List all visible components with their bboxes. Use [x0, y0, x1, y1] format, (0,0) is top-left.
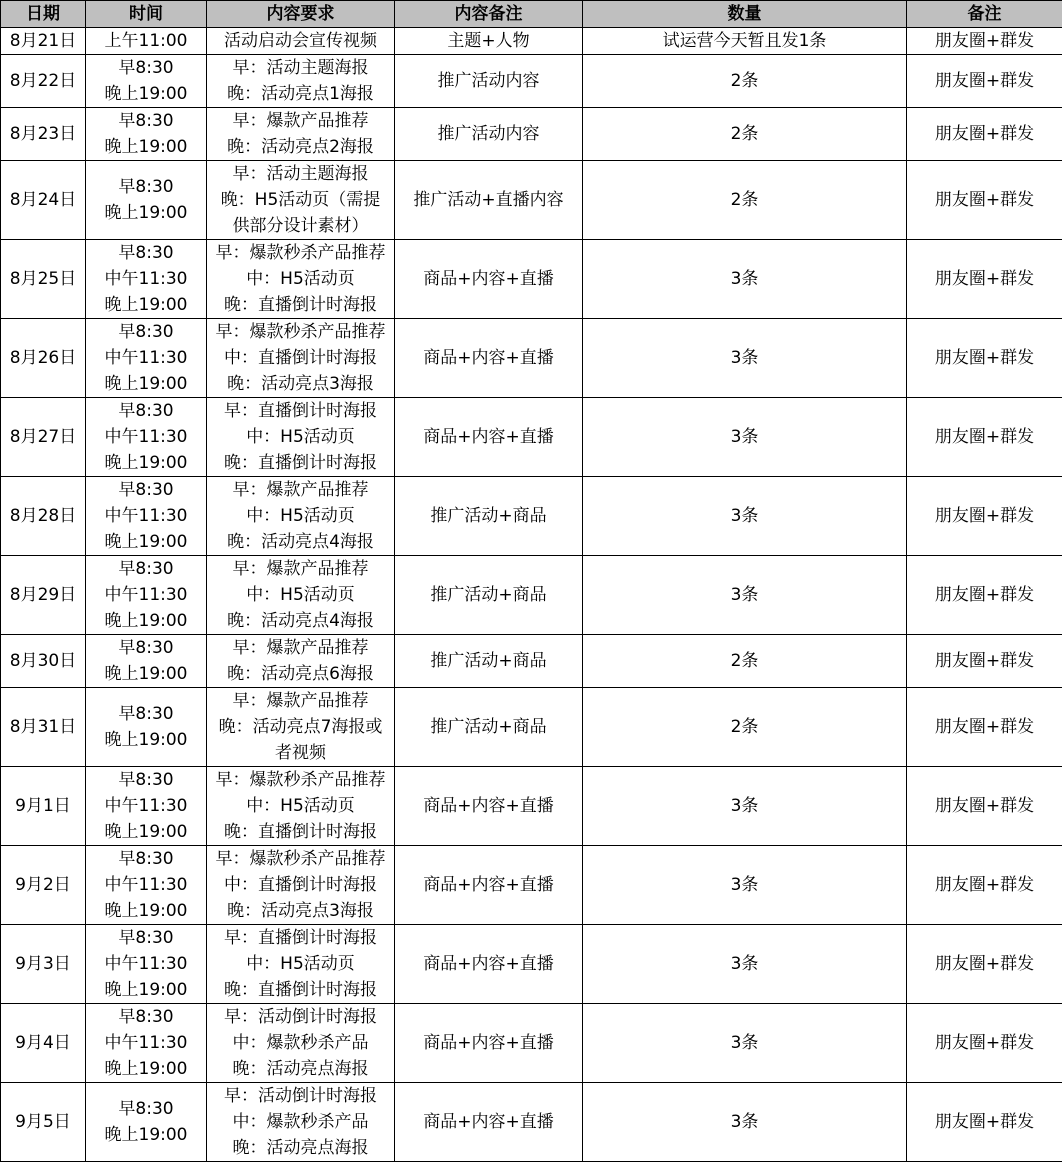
table-header [1, 1, 1062, 28]
content-note-cell: 商品+内容+直播 [395, 398, 583, 477]
content-requirement-cell: 早：爆款产品推荐 晚：活动亮点2海报 [207, 108, 395, 161]
time-cell: 早8:30 晚上19:00 [86, 1083, 207, 1162]
remark-cell: 朋友圈+群发 [907, 635, 1062, 688]
date-cell: 8月28日 [1, 477, 86, 556]
content-requirement-cell: 早：爆款秒杀产品推荐 中：直播倒计时海报 晚：活动亮点3海报 [207, 319, 395, 398]
table-row [1, 688, 1062, 767]
date-cell: 9月3日 [1, 925, 86, 1004]
date-cell: 9月4日 [1, 1004, 86, 1083]
table-row [1, 1004, 1062, 1083]
content-requirement-cell: 早：直播倒计时海报 中：H5活动页 晚：直播倒计时海报 [207, 398, 395, 477]
date-cell: 8月27日 [1, 398, 86, 477]
time-cell: 早8:30 中午11:30 晚上19:00 [86, 556, 207, 635]
content-note-cell: 商品+内容+直播 [395, 767, 583, 846]
date-cell: 8月29日 [1, 556, 86, 635]
content-note-cell: 商品+内容+直播 [395, 240, 583, 319]
remark-cell: 朋友圈+群发 [907, 925, 1062, 1004]
time-cell: 早8:30 中午11:30 晚上19:00 [86, 477, 207, 556]
content-note-cell: 主题+人物 [395, 28, 583, 55]
content-note-cell: 推广活动内容 [395, 55, 583, 108]
time-cell: 早8:30 晚上19:00 [86, 688, 207, 767]
time-cell: 早8:30 中午11:30 晚上19:00 [86, 1004, 207, 1083]
content-requirement-cell: 早：活动主题海报 晚：H5活动页（需提 供部分设计素材） [207, 161, 395, 240]
table-body [1, 28, 1062, 1162]
header-date: 日期 [1, 1, 86, 28]
remark-cell: 朋友圈+群发 [907, 108, 1062, 161]
content-requirement-cell: 早：活动倒计时海报 中：爆款秒杀产品 晚：活动亮点海报 [207, 1083, 395, 1162]
content-requirement-cell: 早：直播倒计时海报 中：H5活动页 晚：直播倒计时海报 [207, 925, 395, 1004]
table-row [1, 846, 1062, 925]
table-row [1, 161, 1062, 240]
table-row [1, 477, 1062, 556]
quantity-cell: 2条 [583, 688, 907, 767]
content-note-cell: 推广活动内容 [395, 108, 583, 161]
time-cell: 早8:30 中午11:30 晚上19:00 [86, 240, 207, 319]
time-cell: 早8:30 晚上19:00 [86, 55, 207, 108]
time-cell: 上午11:00 [86, 28, 207, 55]
remark-cell: 朋友圈+群发 [907, 477, 1062, 556]
date-cell: 8月23日 [1, 108, 86, 161]
remark-cell: 朋友圈+群发 [907, 846, 1062, 925]
header-content-requirement: 内容要求 [207, 1, 395, 28]
time-cell: 早8:30 中午11:30 晚上19:00 [86, 767, 207, 846]
time-cell: 早8:30 晚上19:00 [86, 161, 207, 240]
content-requirement-cell: 早：爆款产品推荐 晚：活动亮点7海报或 者视频 [207, 688, 395, 767]
time-cell: 早8:30 中午11:30 晚上19:00 [86, 846, 207, 925]
quantity-cell: 3条 [583, 1083, 907, 1162]
content-note-cell: 推广活动+直播内容 [395, 161, 583, 240]
content-requirement-cell: 早：爆款秒杀产品推荐 中：H5活动页 晚：直播倒计时海报 [207, 767, 395, 846]
remark-cell: 朋友圈+群发 [907, 28, 1062, 55]
time-cell: 早8:30 中午11:30 晚上19:00 [86, 319, 207, 398]
quantity-cell: 2条 [583, 108, 907, 161]
table-row [1, 635, 1062, 688]
header-content-note: 内容备注 [395, 1, 583, 28]
content-requirement-cell: 早：爆款产品推荐 晚：活动亮点6海报 [207, 635, 395, 688]
table-row [1, 925, 1062, 1004]
date-cell: 9月5日 [1, 1083, 86, 1162]
content-requirement-cell: 早：爆款秒杀产品推荐 中：直播倒计时海报 晚：活动亮点3海报 [207, 846, 395, 925]
table-row [1, 398, 1062, 477]
date-cell: 8月24日 [1, 161, 86, 240]
quantity-cell: 3条 [583, 925, 907, 1004]
content-note-cell: 推广活动+商品 [395, 635, 583, 688]
date-cell: 9月2日 [1, 846, 86, 925]
remark-cell: 朋友圈+群发 [907, 240, 1062, 319]
time-cell: 早8:30 晚上19:00 [86, 108, 207, 161]
date-cell: 8月25日 [1, 240, 86, 319]
content-note-cell: 推广活动+商品 [395, 477, 583, 556]
content-note-cell: 推广活动+商品 [395, 688, 583, 767]
quantity-cell: 3条 [583, 556, 907, 635]
date-cell: 9月1日 [1, 767, 86, 846]
time-cell: 早8:30 晚上19:00 [86, 635, 207, 688]
remark-cell: 朋友圈+群发 [907, 556, 1062, 635]
table-row [1, 55, 1062, 108]
date-cell: 8月30日 [1, 635, 86, 688]
content-note-cell: 商品+内容+直播 [395, 319, 583, 398]
remark-cell: 朋友圈+群发 [907, 688, 1062, 767]
quantity-cell: 3条 [583, 477, 907, 556]
table-row [1, 319, 1062, 398]
content-requirement-cell: 早：活动主题海报 晚：活动亮点1海报 [207, 55, 395, 108]
header-time: 时间 [86, 1, 207, 28]
table-row [1, 556, 1062, 635]
content-note-cell: 商品+内容+直播 [395, 1083, 583, 1162]
quantity-cell: 3条 [583, 846, 907, 925]
date-cell: 8月22日 [1, 55, 86, 108]
remark-cell: 朋友圈+群发 [907, 1004, 1062, 1083]
content-requirement-cell: 活动启动会宣传视频 [207, 28, 395, 55]
quantity-cell: 3条 [583, 1004, 907, 1083]
content-requirement-cell: 早：爆款秒杀产品推荐 中：H5活动页 晚：直播倒计时海报 [207, 240, 395, 319]
quantity-cell: 3条 [583, 319, 907, 398]
quantity-cell: 2条 [583, 55, 907, 108]
content-note-cell: 商品+内容+直播 [395, 846, 583, 925]
table-row [1, 240, 1062, 319]
remark-cell: 朋友圈+群发 [907, 1083, 1062, 1162]
content-note-cell: 推广活动+商品 [395, 556, 583, 635]
table-row [1, 1083, 1062, 1162]
remark-cell: 朋友圈+群发 [907, 319, 1062, 398]
content-requirement-cell: 早：爆款产品推荐 中：H5活动页 晚：活动亮点4海报 [207, 477, 395, 556]
quantity-cell: 2条 [583, 635, 907, 688]
remark-cell: 朋友圈+群发 [907, 55, 1062, 108]
quantity-cell: 2条 [583, 161, 907, 240]
remark-cell: 朋友圈+群发 [907, 161, 1062, 240]
table-row [1, 108, 1062, 161]
content-note-cell: 商品+内容+直播 [395, 925, 583, 1004]
date-cell: 8月26日 [1, 319, 86, 398]
content-requirement-cell: 早：活动倒计时海报 中：爆款秒杀产品 晚：活动亮点海报 [207, 1004, 395, 1083]
quantity-cell: 3条 [583, 767, 907, 846]
content-note-cell: 商品+内容+直播 [395, 1004, 583, 1083]
date-cell: 8月31日 [1, 688, 86, 767]
remark-cell: 朋友圈+群发 [907, 398, 1062, 477]
table-row [1, 28, 1062, 55]
header-row [1, 1, 1062, 28]
table-row [1, 767, 1062, 846]
quantity-cell: 3条 [583, 398, 907, 477]
content-requirement-cell: 早：爆款产品推荐 中：H5活动页 晚：活动亮点4海报 [207, 556, 395, 635]
header-remark: 备注 [907, 1, 1062, 28]
quantity-cell: 试运营今天暂且发1条 [583, 28, 907, 55]
quantity-cell: 3条 [583, 240, 907, 319]
time-cell: 早8:30 中午11:30 晚上19:00 [86, 925, 207, 1004]
date-cell: 8月21日 [1, 28, 86, 55]
time-cell: 早8:30 中午11:30 晚上19:00 [86, 398, 207, 477]
remark-cell: 朋友圈+群发 [907, 767, 1062, 846]
header-quantity: 数量 [583, 1, 907, 28]
